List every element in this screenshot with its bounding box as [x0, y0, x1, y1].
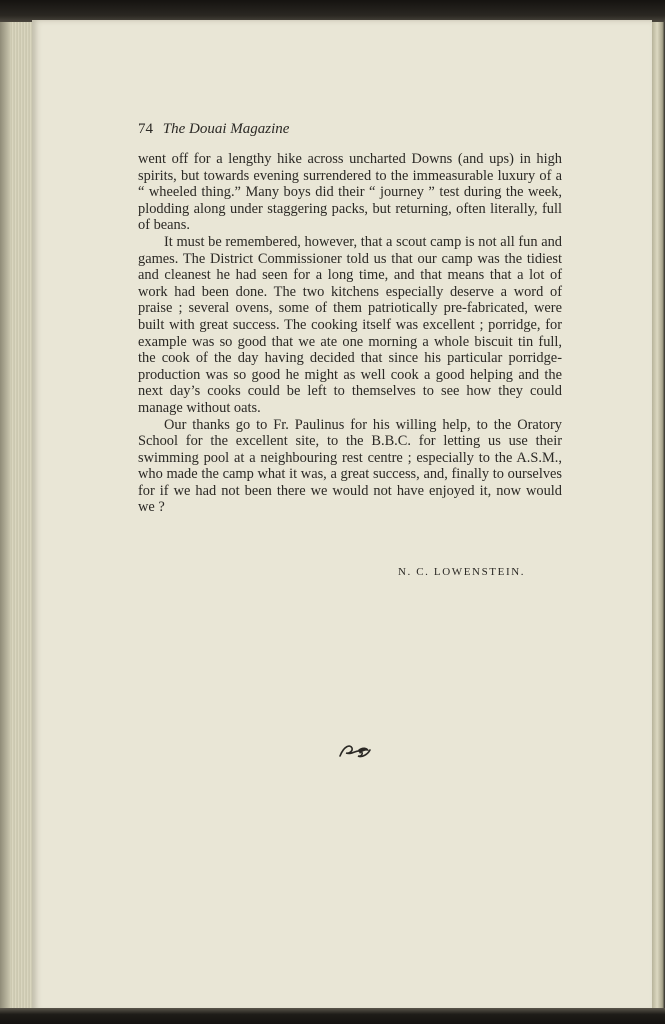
- spine-shadow: [0, 22, 10, 1012]
- magazine-title: The Douai Magazine: [162, 121, 290, 137]
- book-top-edge: [0, 0, 665, 22]
- fleuron-ornament-icon: [338, 742, 372, 760]
- running-header: [138, 121, 289, 138]
- article-body: [138, 151, 562, 516]
- page-number: 74: [138, 121, 153, 137]
- paragraph-1: went off for a lengthy hike across uncharted Downs (and ups) in high spirits, but towards evening surrendered to the immeasurable luxury of a “ wheeled thing.” Many boys did their “ journey ” test during the week, plodding along under staggering packs, but returning, often literally, full of beans.: [138, 151, 562, 234]
- paragraph-3: Our thanks go to Fr. Paulinus for his willing help, to the Oratory School for the excellent site, to the B.B.C. for letting us use their swimming pool at a neighbouring rest centre ; especially to the A.S.M., who made the camp what it was, a great success, and, finally to ourselves for if we had not been there we would not have enjoyed it, now would we ?: [138, 416, 562, 516]
- book-bottom-edge: [0, 1008, 665, 1024]
- author-signature: N. C. LOWENSTEIN.: [398, 566, 526, 578]
- paragraph-2: It must be remembered, however, that a scout camp is not all fun and games. The District Commissioner told us that our camp was the tidiest and cleanest he had seen for a long time, and that means that a lot of work had been done. The two kitchens especially deserve a word of praise ; several ovens, some of them patriotically pre-fabricated, were built with great success. The cooking itself was excellent ; porridge, for example was so good that we ate one morning a whole biscuit tin full, the cook of the day having decided that since his particular porridge-production was so good he might as well cook a good helping and the next day’s cooks could be left to themselves to see how they could manage without oats.: [138, 233, 562, 416]
- book-right-edge: [652, 22, 665, 1012]
